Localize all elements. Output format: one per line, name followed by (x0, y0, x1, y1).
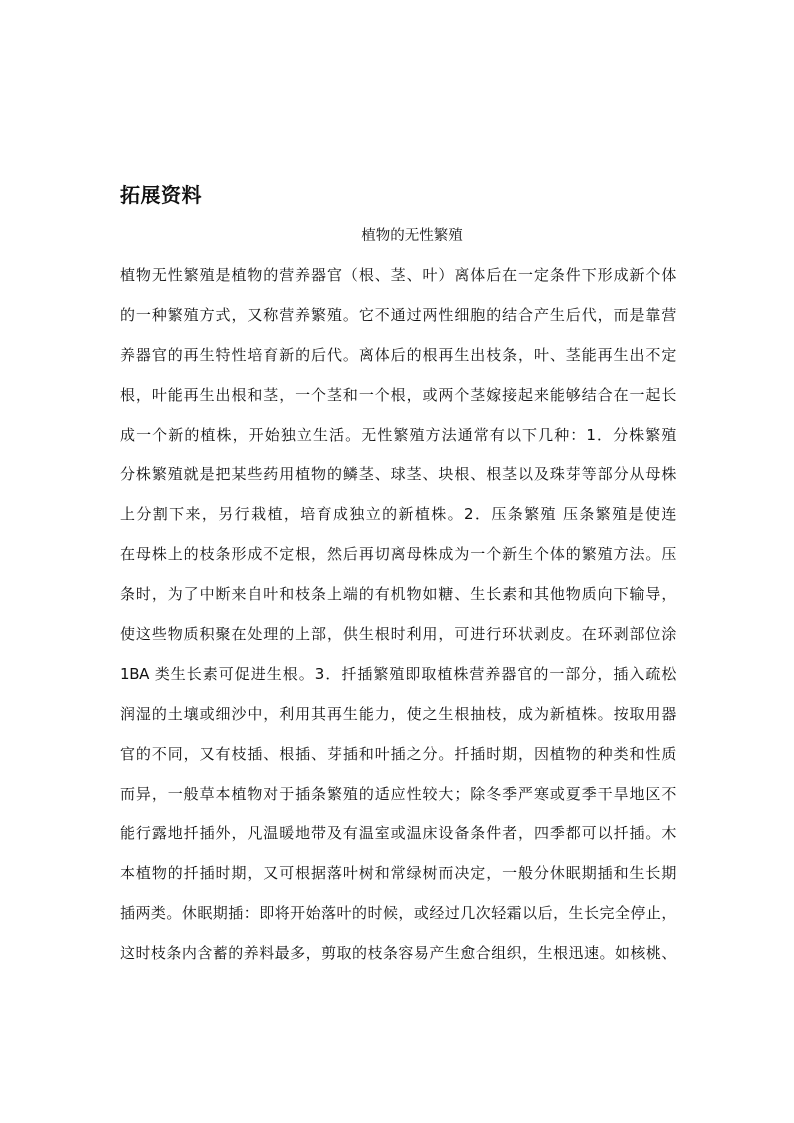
body-line: 分株繁殖就是把某些药用植物的鳞茎、球茎、块根、根茎以及珠芽等部分从母株 (120, 465, 676, 484)
body-line: 上分割下来，另行栽植，培育成独立的新植株。2．压条繁殖 压条繁殖是使连 (120, 505, 676, 524)
body-line: 本植物的扦插时期，又可根据落叶树和常绿树而决定，一般分休眠期插和生长期 (120, 864, 676, 883)
body-line: 插两类。休眠期插：即将开始落叶的时候，或经过几次轻霜以后，生长完全停止， (120, 904, 676, 923)
document-subtitle-text: 植物的无性繁殖 (361, 228, 463, 244)
body-line: 养器官的再生特性培育新的后代。离体后的根再生出枝条，叶、茎能再生出不定 (120, 345, 676, 364)
document-subtitle (0, 226, 794, 246)
body-line: 成一个新的植株，开始独立生活。无性繁殖方法通常有以下几种：1．分株繁殖 (120, 425, 676, 444)
body-line: 条时，为了中断来自叶和枝条上端的有机物如糖、生长素和其他物质向下输导， (120, 585, 676, 604)
body-line: 这时枝条内含蓄的养料最多，剪取的枝条容易产生愈合组织，生根迅速。如核桃、 (120, 944, 676, 963)
body-line: 而异，一般草本植物对于插条繁殖的适应性较大；除冬季严寒或夏季干旱地区不 (120, 784, 676, 803)
body-line: 在母株上的枝条形成不定根，然后再切离母株成为一个新生个体的繁殖方法。压 (120, 545, 676, 564)
body-line: 植物无性繁殖是植物的营养器官（根、茎、叶）离体后在一定条件下形成新个体 (120, 266, 676, 284)
document-heading: 拓展资料 (120, 183, 202, 207)
body-line: 1BA 类生长素可促进生根。3．扦插繁殖即取植株营养器官的一部分，插入疏松 (120, 664, 676, 683)
body-line: 使这些物质积聚在处理的上部，供生根时利用，可进行环状剥皮。在环剥部位涂 (120, 625, 676, 644)
body-line: 润湿的土壤或细沙中，利用其再生能力，使之生根抽枝，成为新植株。按取用器 (120, 704, 676, 723)
body-line: 官的不同，又有枝插、根插、芽插和叶插之分。扦插时期，因植物的种类和性质 (120, 744, 676, 763)
body-line: 的一种繁殖方式，又称营养繁殖。它不通过两性细胞的结合产生后代，而是靠营 (120, 305, 676, 324)
body-line: 能行露地扦插外，凡温暖地带及有温室或温床设备条件者，四季都可以扦插。木 (120, 824, 676, 843)
body-line: 根，叶能再生出根和茎，一个茎和一个根，或两个茎嫁接起来能够结合在一起长 (120, 385, 676, 404)
document-body (120, 262, 676, 980)
